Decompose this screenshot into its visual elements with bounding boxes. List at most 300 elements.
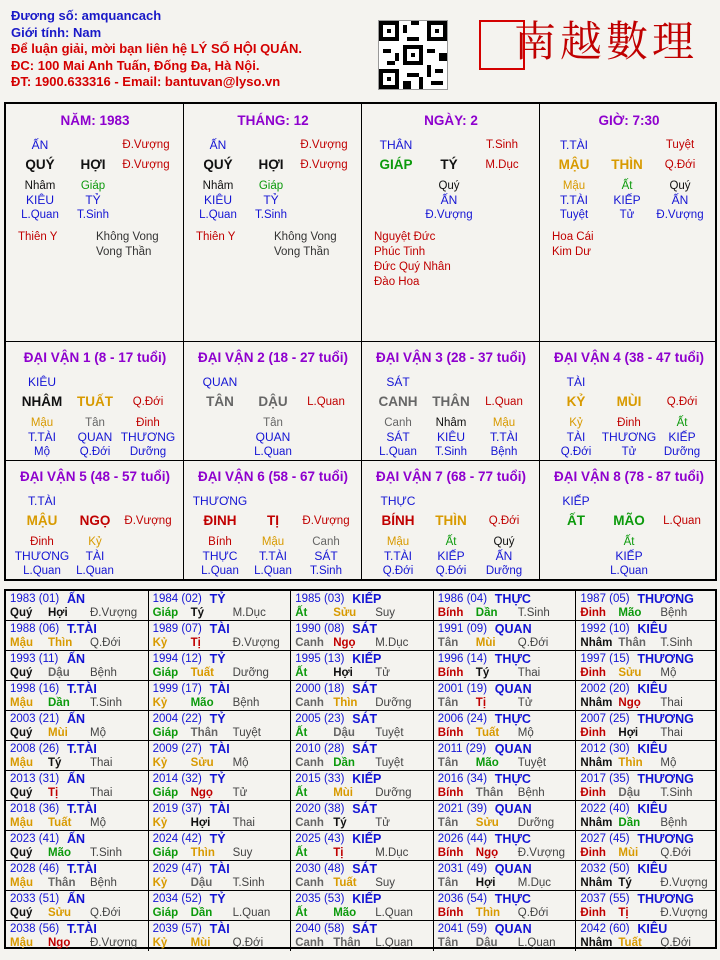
year-ten-god: KIẾP (352, 592, 382, 606)
year-branch: Tý (190, 607, 205, 619)
luck-stem: ĐINH (203, 513, 237, 528)
luck-phase: L.Quan (254, 446, 292, 458)
luck-stem: ẤT (567, 513, 585, 528)
year-ten-god: QUAN (494, 922, 532, 936)
year-branch: Tị (475, 697, 487, 709)
year-label: 1992 (10) (580, 623, 630, 635)
year-phase: M.Dục (517, 877, 552, 889)
year-label: 1998 (16) (10, 683, 60, 695)
year-phase: T.Sinh (90, 697, 122, 709)
year-branch: Thân (618, 637, 646, 649)
year-ten-god: SÁT (352, 802, 378, 816)
luck-stem: MẬU (26, 513, 58, 528)
year-branch: Tuất (190, 667, 215, 679)
heavenly-stem: GIÁP (379, 157, 413, 172)
year-branch: Mùi (618, 847, 639, 859)
luck-branch: THÂN (432, 394, 470, 409)
year-phase: Thai (232, 817, 255, 829)
luck-hidden-god: T.TÀI (258, 549, 287, 563)
year-phase: T.Sinh (232, 877, 265, 889)
year-label: 2016 (34) (437, 773, 488, 785)
year-ten-god: KIẾP (352, 832, 382, 846)
luck-hidden-god: TÀI (566, 430, 586, 444)
luck-hidden-god: THƯƠNG (120, 430, 176, 444)
year-phase: Suy (232, 847, 253, 859)
year-label: 2003 (21) (10, 713, 60, 725)
year-branch: Tị (618, 907, 629, 919)
pillar-title: THÁNG: 12 (237, 113, 309, 128)
pillar-title: NGÀY: 2 (424, 113, 478, 128)
year-branch: Mão (48, 847, 71, 859)
year-phase: Dưỡng (375, 787, 412, 799)
year-branch: Hợi (618, 727, 639, 739)
owner-value: amquancach (81, 8, 162, 23)
year-label: 2028 (46) (10, 863, 60, 875)
year-stem: Giáp (152, 907, 179, 919)
year-stem: Tân (437, 757, 459, 769)
luck-phase: L.Quan (23, 565, 61, 577)
year-label: 2037 (55) (580, 893, 630, 905)
year-branch: Mùi (475, 637, 496, 649)
year-stem: Tân (437, 697, 459, 709)
year-ten-god: KIÊU (637, 622, 668, 636)
year-branch: Hợi (190, 817, 211, 829)
year-ten-god: QUAN (494, 682, 532, 696)
year-stem: Bính (437, 907, 464, 919)
luck-hidden-stem: Bính (208, 536, 232, 548)
stem-star: Đ.Vượng (300, 139, 348, 151)
luck-ten-god: THỰC (380, 494, 416, 508)
year-branch: Hợi (48, 607, 68, 619)
luck-star: Đ.Vượng (302, 515, 350, 527)
luck-hidden-god: QUAN (255, 430, 291, 444)
stem-star: T.Sinh (486, 139, 518, 151)
life-phase: L.Quan (199, 209, 237, 221)
luck-branch: MÃO (613, 513, 645, 528)
year-label: 1983 (01) (10, 593, 60, 605)
year-ten-god: THƯƠNG (637, 712, 694, 726)
year-stem: Mậu (10, 817, 33, 829)
year-phase: T.Sinh (517, 607, 550, 619)
year-stem: Bính (437, 847, 464, 859)
hidden-stem: Mậu (562, 180, 586, 192)
luck-ten-god: QUAN (202, 375, 238, 389)
luck-branch: TỊ (267, 513, 279, 528)
year-ten-god: KIẾP (352, 772, 382, 786)
year-branch: Sửu (333, 607, 357, 619)
year-phase: M.Dục (232, 607, 266, 619)
year-phase: Bệnh (90, 667, 117, 679)
year-phase: Q.Đới (660, 847, 691, 859)
year-label: 2030 (48) (295, 863, 345, 875)
year-phase: M.Dục (375, 637, 409, 649)
luck-branch: THÌN (435, 513, 467, 528)
year-phase: Mộ (517, 727, 534, 739)
year-phase: L.Quan (375, 907, 413, 919)
qr-code-image (378, 20, 448, 90)
year-stem: Canh (295, 937, 324, 949)
life-phase: Tuyệt (559, 209, 589, 221)
luck-phase: Q.Đới (435, 565, 467, 577)
year-branch: Tuất (48, 817, 72, 829)
year-branch: Mùi (48, 727, 68, 739)
year-stem: Bính (437, 667, 464, 679)
year-stem: Quý (10, 667, 33, 679)
year-ten-god: THƯƠNG (637, 772, 694, 786)
year-ten-god: KIẾP (352, 652, 382, 666)
luck-hidden-stem: Nhâm (435, 417, 467, 429)
year-stem: Kỷ (152, 937, 168, 949)
year-phase: T.Sinh (660, 637, 693, 649)
luck-phase: Tử (621, 446, 637, 458)
year-ten-god: SÁT (352, 742, 378, 756)
luck-ten-god: KIẾP (562, 494, 590, 508)
year-phase: Dưỡng (375, 697, 412, 709)
luck-phase: L.Quan (254, 565, 292, 577)
year-phase: Mộ (660, 757, 677, 769)
luck-star: Q.Đới (488, 515, 520, 527)
luck-phase: Mộ (34, 446, 50, 458)
year-stem: Giáp (152, 667, 179, 679)
year-stem: Mậu (10, 697, 33, 709)
luck-hidden-stem: Kỷ (88, 536, 102, 548)
year-branch: Thìn (475, 907, 501, 919)
hidden-stem: Nhâm (24, 180, 56, 192)
year-label: 1994 (12) (152, 653, 202, 665)
luck-hidden-stem: Tân (85, 417, 105, 429)
year-phase: Thai (90, 757, 113, 769)
luck-title: ĐẠI VẬN 4 (38 - 47 tuổi) (553, 350, 705, 365)
luck-title: ĐẠI VẬN 6 (58 - 67 tuổi) (197, 469, 349, 484)
year-stem: Đinh (580, 607, 606, 619)
year-phase: Bệnh (90, 877, 117, 889)
year-phase: T.Sinh (660, 787, 693, 799)
year-label: 2007 (25) (580, 713, 630, 725)
special-star: Đào Hoa (374, 276, 420, 288)
year-stem: Tân (437, 877, 459, 889)
year-phase: Mộ (90, 727, 106, 739)
year-label: 1987 (05) (580, 593, 630, 605)
year-stem: Kỷ (152, 757, 168, 769)
ten-god-top: T.TÀI (559, 138, 588, 152)
year-stem: Nhâm (580, 757, 613, 769)
year-label: 1995 (13) (295, 653, 345, 665)
year-phase: Thai (660, 697, 683, 709)
year-ten-god: TỶ (209, 712, 226, 726)
year-label: 2041 (59) (437, 923, 488, 935)
year-branch: Tị (333, 847, 344, 859)
year-phase: Dưỡng (517, 817, 555, 829)
owner-label: Đương số: (11, 8, 79, 23)
year-branch: Sửu (618, 667, 642, 679)
year-branch: Tý (475, 667, 490, 679)
special-star: Không Vong (274, 231, 337, 243)
year-ten-god: KIÊU (637, 682, 668, 696)
year-phase: Q.Đới (90, 637, 121, 649)
year-branch: Mùi (333, 787, 353, 799)
year-branch: Thìn (48, 637, 73, 649)
luck-star: L.Quan (485, 396, 523, 408)
year-label: 2011 (29) (437, 743, 487, 755)
year-stem: Nhâm (580, 817, 613, 829)
pillars-chart (4, 102, 717, 581)
year-branch: Thân (48, 877, 76, 889)
year-phase: Mộ (90, 817, 106, 829)
year-stem: Nhâm (580, 937, 613, 949)
year-stem: Bính (437, 787, 464, 799)
year-branch: Tý (333, 817, 347, 829)
year-branch: Ngọ (190, 787, 213, 799)
luck-phase: Q.Đới (382, 565, 414, 577)
year-phase: Bệnh (517, 787, 545, 799)
year-ten-god: THỰC (494, 772, 531, 786)
year-branch: Thân (190, 727, 219, 739)
year-ten-god: TỶ (209, 652, 226, 666)
luck-branch: NGỌ (79, 513, 111, 528)
year-branch: Ngọ (475, 847, 499, 859)
year-branch: Dần (618, 817, 641, 829)
year-label: 2017 (35) (580, 773, 630, 785)
year-phase: L.Quan (517, 937, 556, 949)
luck-phase: Q.Đới (79, 446, 111, 458)
year-stem: Quý (10, 847, 33, 859)
year-branch: Tuất (333, 877, 357, 889)
luck-hidden-god: T.TÀI (383, 549, 412, 563)
year-branch: Ngọ (48, 937, 71, 949)
year-ten-god: THỰC (494, 712, 531, 726)
luck-title: ĐẠI VẬN 8 (78 - 87 tuổi) (553, 469, 705, 484)
year-phase: Dưỡng (232, 667, 269, 679)
luck-hidden-god: KIẾP (615, 549, 643, 563)
year-label: 1996 (14) (437, 653, 488, 665)
year-label: 1993 (11) (10, 653, 59, 665)
heavenly-stem: QUÝ (203, 157, 233, 172)
year-branch: Tị (48, 787, 59, 799)
year-ten-god: TÀI (209, 682, 230, 696)
luck-hidden-stem: Mậu (261, 536, 285, 548)
year-stem: Ất (295, 787, 308, 799)
luck-stem: TÂN (206, 394, 234, 409)
year-branch: Mão (190, 697, 214, 709)
hidden-ten-god: TỶ (85, 193, 101, 207)
year-phase: Bệnh (660, 817, 688, 829)
year-phase: T.Sinh (90, 847, 122, 859)
special-star: Kim Dư (552, 246, 592, 258)
annual-luck-grid (4, 589, 717, 949)
year-ten-god: TỶ (209, 832, 226, 846)
address-line: ĐC: 100 Mai Anh Tuấn, Đống Đa, Hà Nội. (11, 57, 260, 73)
year-label: 2038 (56) (10, 923, 60, 935)
year-ten-god: KIẾP (352, 892, 382, 906)
year-phase: Q.Đới (660, 937, 691, 949)
year-ten-god: TÀI (209, 802, 230, 816)
year-label: 2027 (45) (580, 833, 630, 845)
gender-label: Giới tính: (11, 24, 70, 40)
life-phase: T.Sinh (255, 209, 287, 221)
year-label: 2026 (44) (437, 833, 488, 845)
year-ten-god: KIÊU (637, 802, 668, 816)
luck-stem: KỶ (566, 394, 586, 409)
year-ten-god: TỶ (209, 772, 226, 786)
phone-email-line: ĐT: 1900.633316 - Email: bantuvan@lyso.vn (11, 74, 281, 89)
hidden-ten-god: KIẾP (613, 193, 641, 207)
year-label: 2015 (33) (295, 773, 345, 785)
year-label: 1999 (17) (152, 683, 202, 695)
year-ten-god: TÀI (209, 922, 230, 936)
year-phase: Tử (517, 697, 533, 709)
year-label: 2020 (38) (295, 803, 345, 815)
year-label: 2013 (31) (10, 773, 60, 785)
hidden-ten-god: T.TÀI (559, 193, 588, 207)
year-label: 2024 (42) (152, 833, 202, 845)
luck-stem: NHÂM (21, 394, 63, 409)
year-stem: Mậu (10, 757, 33, 769)
year-phase: Q.Đới (232, 937, 264, 949)
branch-star: Q.Đới (664, 159, 696, 171)
year-ten-god: TÀI (209, 742, 230, 756)
year-label: 2033 (51) (10, 893, 60, 905)
year-ten-god: T.TÀI (67, 622, 97, 636)
luck-hidden-god: T.TÀI (489, 430, 518, 444)
year-label: 2010 (28) (295, 743, 345, 755)
year-label: 2040 (58) (295, 923, 345, 935)
year-stem: Mậu (10, 877, 33, 889)
year-stem: Kỷ (152, 697, 168, 709)
stem-star: Tuyệt (665, 139, 695, 151)
luck-phase: Q.Đới (560, 446, 592, 458)
luck-phase: L.Quan (379, 446, 417, 458)
year-branch: Tuất (618, 937, 642, 949)
year-stem: Canh (295, 757, 324, 769)
year-phase: Q.Đới (90, 907, 121, 919)
special-star: Nguyệt Đức (374, 231, 436, 243)
year-stem: Quý (10, 607, 33, 619)
luck-phase: L.Quan (201, 565, 239, 577)
year-label: 1990 (08) (295, 623, 345, 635)
year-ten-god: QUAN (494, 862, 532, 876)
year-phase: Suy (375, 607, 396, 619)
year-branch: Tị (190, 637, 201, 649)
hidden-ten-god: TỶ (263, 193, 279, 207)
special-star: Đức Quý Nhân (374, 261, 451, 273)
earthly-branch: HỢI (258, 157, 284, 172)
year-ten-god: ẤN (67, 772, 86, 786)
luck-title: ĐẠI VẬN 5 (48 - 57 tuổi) (19, 469, 171, 484)
year-ten-god: KIÊU (637, 862, 668, 876)
year-label: 2025 (43) (295, 833, 345, 845)
year-ten-god: SÁT (352, 862, 378, 876)
year-branch: Mùi (190, 937, 211, 949)
year-stem: Quý (10, 787, 33, 799)
year-label: 1997 (15) (580, 653, 630, 665)
year-ten-god: KIÊU (637, 742, 668, 756)
year-stem: Đinh (580, 667, 606, 679)
year-stem: Đinh (580, 787, 606, 799)
year-phase: Q.Đới (517, 907, 549, 919)
special-star: Thiên Y (196, 231, 236, 243)
pillar-title: GIỜ: 7:30 (598, 113, 660, 128)
year-branch: Tý (48, 757, 62, 769)
year-stem: Mậu (10, 637, 33, 649)
luck-title: ĐẠI VẬN 7 (68 - 77 tuổi) (375, 469, 527, 484)
year-stem: Đinh (580, 907, 606, 919)
luck-phase: Dưỡng (129, 446, 167, 458)
year-phase: Thai (660, 727, 683, 739)
year-branch: Dần (333, 757, 355, 769)
branch-star: M.Dục (485, 159, 519, 171)
year-label: 2039 (57) (152, 923, 202, 935)
luck-title: ĐẠI VẬN 1 (8 - 17 tuổi) (23, 350, 167, 365)
luck-hidden-stem: Đinh (30, 536, 54, 548)
hidden-stem: Giáp (258, 180, 284, 192)
year-branch: Hợi (475, 877, 496, 889)
year-label: 1986 (04) (437, 593, 488, 605)
year-phase: Đ.Vượng (660, 907, 708, 919)
year-branch: Ngọ (333, 637, 356, 649)
hidden-stem: Giáp (80, 180, 106, 192)
year-stem: Bính (437, 727, 464, 739)
luck-branch: DẬU (258, 394, 288, 409)
year-phase: Thai (90, 787, 113, 799)
luck-branch: MÙI (616, 394, 642, 409)
year-stem: Giáp (152, 847, 179, 859)
year-ten-god: QUAN (494, 622, 532, 636)
year-phase: Đ.Vượng (517, 847, 565, 859)
year-phase: Tử (375, 667, 390, 679)
special-star: Thiên Y (18, 231, 58, 243)
year-ten-god: THỰC (494, 652, 531, 666)
year-ten-god: ẤN (67, 832, 86, 846)
year-ten-god: THƯƠNG (637, 592, 694, 606)
year-label: 2012 (30) (580, 743, 630, 755)
year-stem: Đinh (580, 847, 606, 859)
year-ten-god: THƯƠNG (637, 892, 694, 906)
year-stem: Ất (295, 907, 308, 919)
luck-hidden-god: KIẾP (437, 549, 465, 563)
year-ten-god: THỰC (494, 832, 531, 846)
heavenly-stem: MẬU (558, 157, 590, 172)
year-branch: Dần (48, 697, 70, 709)
life-phase: Đ.Vượng (656, 209, 704, 221)
year-ten-god: ẤN (67, 652, 86, 666)
year-ten-god: T.TÀI (67, 802, 97, 816)
year-ten-god: T.TÀI (67, 862, 97, 876)
year-label: 2022 (40) (580, 803, 630, 815)
luck-ten-god: TÀI (566, 375, 586, 389)
year-phase: Đ.Vượng (90, 607, 138, 619)
year-phase: Tử (375, 817, 390, 829)
year-label: 1991 (09) (437, 623, 488, 635)
hidden-stem: Nhâm (202, 180, 234, 192)
luck-hidden-god: SÁT (314, 549, 338, 563)
year-branch: Mão (475, 757, 499, 769)
year-ten-god: TỶ (209, 892, 226, 906)
life-phase: Tử (619, 209, 635, 221)
luck-hidden-god: THỰC (202, 549, 238, 563)
hidden-stem: Ất (621, 180, 633, 192)
year-stem: Quý (10, 907, 33, 919)
year-phase: Đ.Vượng (90, 937, 138, 949)
year-label: 2021 (39) (437, 803, 488, 815)
luck-star: Q.Đới (132, 396, 164, 408)
year-phase: Tuyệt (517, 757, 547, 769)
year-stem: Kỷ (152, 817, 168, 829)
luck-hidden-god: KIẾP (668, 430, 696, 444)
contact-line: Để luận giải, mời bạn liên hệ LÝ SỐ HỘI QUÁN. (11, 41, 302, 56)
year-stem: Nhâm (580, 697, 613, 709)
stem-star: Đ.Vượng (122, 139, 170, 151)
luck-hidden-stem: Đinh (617, 417, 641, 429)
